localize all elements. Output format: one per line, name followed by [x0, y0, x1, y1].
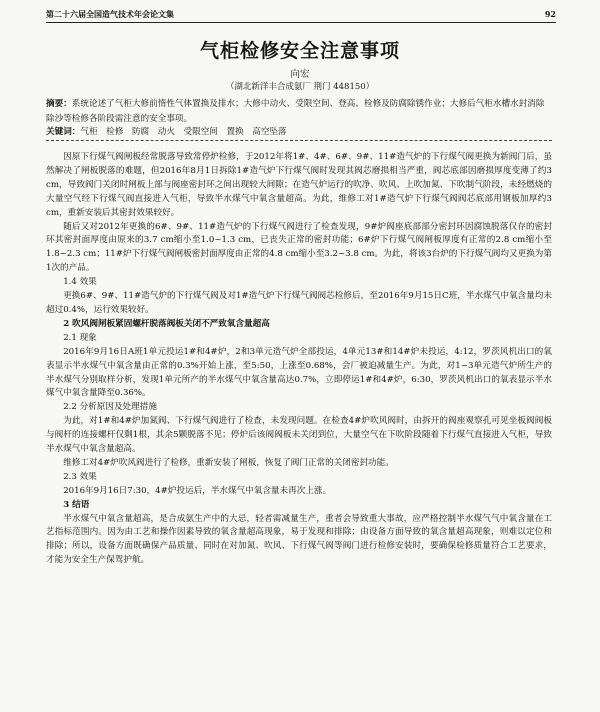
section-divider: [46, 140, 552, 141]
subsection-heading: 2.3 效果: [63, 471, 97, 482]
section-heading: 2 吹风阀闸板紧固螺杆脱落阀板关闭不严致氧含量超高: [63, 318, 270, 329]
keywords-label: 关键词：: [46, 127, 81, 137]
paragraph: 2016年9月16日7:30，4#炉投运后，半水煤气中氧含量未再次上涨。: [63, 485, 332, 496]
keywords: [46, 125, 552, 137]
subsection-heading: 2.1 现象: [63, 332, 97, 343]
paragraph: 维修工对4#炉吹风阀进行了检修，重新安装了闸板，恢复了阀门正常的关闭密封功能。: [63, 457, 394, 468]
running-header: [46, 6, 556, 23]
paragraph: 随后又对2012年更换的6#、9#、11#造气炉的下行煤气阀进行了检查发现，9#炉阀座底部部分密封环因腐蚀脱落仅存的密封环其密封面厚度由原来的3.7 cm缩小至1.0~1.3 cm，已丧失正常的密封功能；6#炉下行煤气阀闸板厚度有正常的2.8 cm缩小至1.8~2.3 cm；11#炉下行煤气阀闸板密封面厚度由正常的4.8 cm缩小至3.2~3.8 cm。为此，将该3台炉的下行煤气阀均又更换为第1次的产品。: [46, 221, 552, 274]
keywords-text: 气柜 检修 防腐 动火 受限空间 置换 高空坠落: [80, 127, 287, 137]
abstract: [46, 97, 552, 126]
paragraph: 半水煤气中氧含量超高，是合成氨生产中的大忌，轻者需减量生产，重者会导致重大事故，应严格控制半水煤气气中氧含量在工艺指标范围内。因为由工艺和操作因素导致的氧含量超高现象，易于发现和排除；由设备方面导致的氧含量超高现象，则难以定位和排除；所以，设备方面既确保产品质量、同时在对加氮、吹风、下行煤气阀等阀门进行检修安装时，要确保检修质量符合工艺要求，才能为安全生产保驾护航。: [46, 513, 552, 566]
paragraph: 2016年9月16日A班1单元投运1#和4#炉，2和3单元造气炉全部投运，4单元13#和14#炉未投运，4:12，罗茨风机出口的氧表显示半水煤气中氧含量由正常的0.3%开始上涨，至5:50，上涨至0.68%，会厂被迫减量生产。为此，对1~3单元造气炉所生产的半水煤气分别取样分析，发现1单元所产的半水煤气中氧含量高达0.7%，立即停运1#和4#炉，6:30，罗茨风机出口的氧表显示半水煤气中氧含量降至0.36%。: [46, 346, 552, 399]
affiliation: （湖北新洋丰合成氨厂 荆门 448150）: [225, 82, 375, 92]
paragraph: 为此，对1#和4#炉加氮阀、下行煤气阀进行了检查，未发现问题。在检查4#炉吹风阀时，由拆开的阀座观察孔可见坐板阀阀板与阀杆的连接螺杆仅剩1根，其余5颗脱落不见；停炉后该阀阀板未关闭到位，大量空气在下吹阶段随着下行煤气直接进入气柜，导致半水煤气中氧含量超高。: [46, 416, 552, 455]
abstract-label: 摘要：: [46, 99, 72, 109]
subsection-heading: 1.4 效果: [63, 277, 97, 288]
subsection-heading: 2.2 分析原因及处理措施: [63, 402, 157, 413]
journal-name: 第二十六届全国造气技术年会论文集: [46, 9, 174, 19]
paper-title: 气柜检修安全注意事项: [199, 40, 400, 62]
section-heading: 3 结语: [63, 499, 90, 510]
page-number: 92: [544, 9, 556, 19]
paragraph: 因原下行煤气阀闸板经常脱落导致常停炉检修，于2012年将1#、4#、6#、9#、11#造气炉的下行煤气阀更换为新阀门后，虽然解决了闸板脱落的难题，但2016年8月1日拆除1#造气炉下行煤气阀时发现其阀芯磨损相当严重，阀芯底部因磨损厚度变薄了约3 cm，导致阀门关闭时闸板上部与阀座密封环之间出现较大间隙；在造气炉运行的吹净、吹风、上吹加氮、下吹制气阶段，未经燃烧的大量空气经下行煤气阀直接进入气柜，导致半水煤气中氧含量超高。为此，维修工对1#造气炉下行煤气阀阀芯底部用钢板加厚约3 cm，重新安装后其密封效果较好。: [46, 152, 552, 218]
author: 向宏: [290, 69, 310, 80]
paragraph: 更换6#、9#、11#造气炉的下行煤气阀及对1#造气炉下行煤气阀阀芯检修后，至2016年9月15日C班，半水煤气中氧含量均未超过0.4%，运行效果较好。: [46, 291, 552, 315]
abstract-text: 系统论述了气柜大修前惰性气体置换及排水；大修中动火、受限空间、登高、检修及防腐除锈作业；大修后气柜水槽水封消除除沙等检修各阶段需注意的安全事项。: [46, 99, 545, 124]
body-text: [46, 151, 552, 568]
